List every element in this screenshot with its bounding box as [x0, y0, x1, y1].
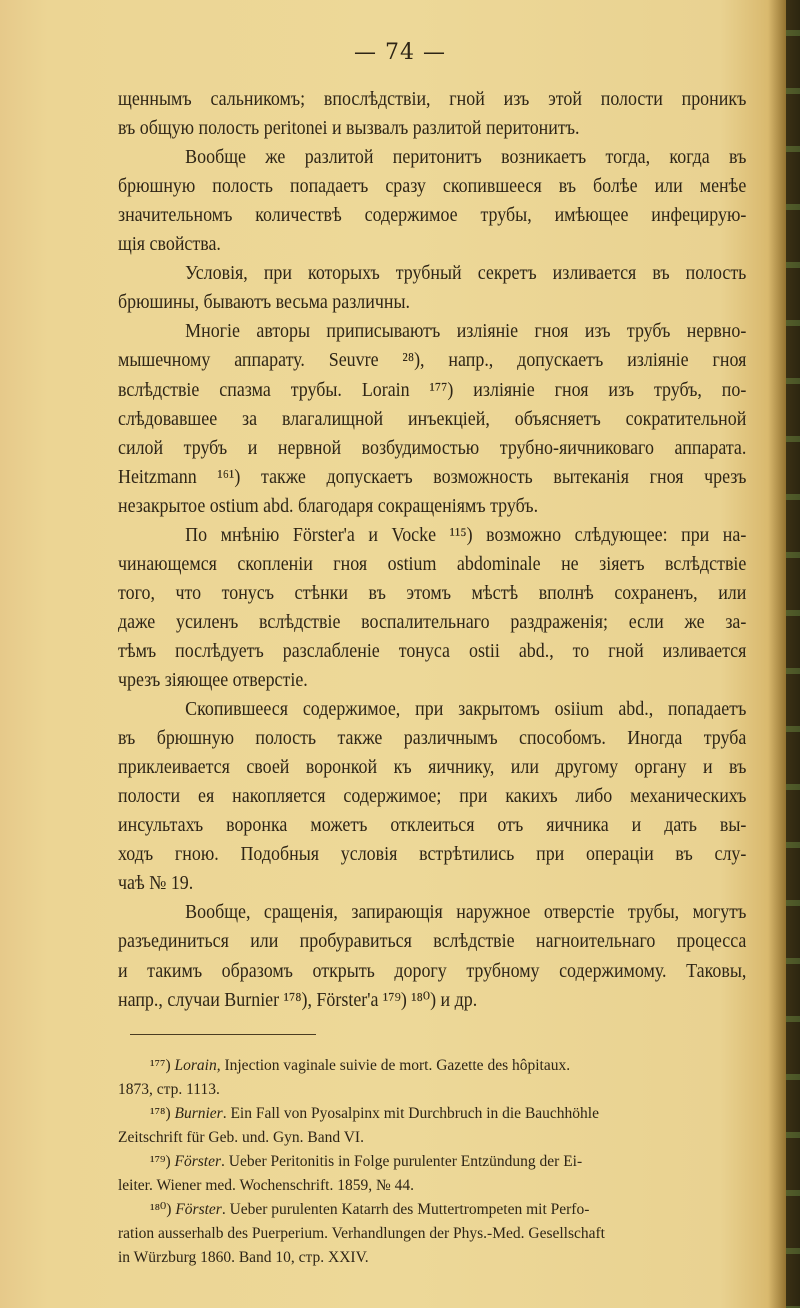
text-line: щія свойства. — [118, 234, 221, 256]
text-line: По мнѣнію Förster'a и Vocke ¹¹⁵) возможно слѣдующее: при на- — [185, 524, 747, 546]
text-line: брюшную полость попадаетъ сразу скопившееся въ болѣе или менѣе — [118, 176, 747, 198]
text-line: чрезъ зіяющее отверстіе. — [118, 670, 308, 691]
footnote-author: Förster — [174, 1153, 221, 1170]
footnote-text: . Ueber Peritonitis in Folge purulenter Entzündung der Ei- — [221, 1153, 583, 1170]
text-line: Скопившееся содержимое, при закрытомъ osiium abd., попадаетъ — [185, 699, 747, 721]
footnote-mark: ¹⁷⁷) — [150, 1057, 171, 1074]
text-line: разъединиться или пробуравиться вслѣдствіе нагноительнаго процесса — [118, 931, 747, 953]
footnote-mark: ¹⁸⁰) — [150, 1201, 172, 1218]
footnote-divider — [130, 1034, 316, 1035]
text-line: инсультахъ воронка можетъ отклеиться отъ яичника и дать вы- — [118, 815, 747, 837]
text-line: ходъ гною. Подобныя условія встрѣтились при операціи въ слу- — [118, 844, 747, 866]
footnote-mark: ¹⁷⁹) — [150, 1153, 171, 1170]
text-line: незакрытое ostium abd. благодаря сокращеніямъ трубъ. — [118, 495, 539, 517]
text-line: вслѣдствіе спазма трубы. Lorain ¹⁷⁷) изліяніе гноя изъ трубъ, по- — [118, 379, 747, 401]
text-line: и такимъ образомъ открыть дорогу трубному содержимому. Таковы, — [118, 960, 747, 982]
text-line: даже усиленъ вслѣдствіе воспалительнаго раздраженія; если же за- — [118, 611, 747, 633]
text-line: значительномъ количествѣ содержимое трубы, имѣющее инфецирую- — [118, 205, 747, 227]
footnote — [150, 1104, 599, 1124]
text-line: слѣдовавшее за влагалищной инъекціей, объясняетъ сократительной — [118, 408, 747, 430]
footnote-continuation: leiter. Wiener med. Wochenschrift. 1859, № 44. — [118, 1177, 415, 1194]
footnote-mark: ¹⁷⁸) — [150, 1105, 171, 1122]
text-line: въ общую полость peritonei и вызвалъ разлитой перитонитъ. — [118, 118, 580, 140]
book-binding-edge — [786, 0, 800, 1308]
text-line: Многіе авторы приписываютъ изліяніе гноя изъ трубъ нервно- — [185, 321, 747, 343]
text-line: въ брюшную полость также различнымъ способомъ. Иногда труба — [118, 728, 747, 750]
footnote-continuation: 1873, стр. 1113. — [118, 1081, 220, 1098]
text-line: силой трубъ и нервной возбудимостью трубно-яичниковаго аппарата. — [118, 437, 747, 459]
footnote-author: Burnier — [174, 1105, 223, 1122]
text-line: чаѣ № 19. — [118, 873, 194, 895]
footnote-author: Lorain — [174, 1057, 217, 1074]
text-line: брюшины, бываютъ весьма различны. — [118, 292, 411, 314]
footnote — [150, 1200, 589, 1220]
page-number: — 74 — — [354, 40, 446, 65]
text-line: Условія, при которыхъ трубный секретъ изливается въ полость — [185, 263, 747, 285]
footnote-continuation: Zeitschrift für Geb. und. Gyn. Band VI. — [118, 1129, 364, 1146]
footnote-text: . Ueber purulenten Katarrh des Muttertrompeten mit Perfo- — [221, 1201, 590, 1218]
footnote-text: , Injection vaginale suivie de mort. Gazette des hôpitaux. — [216, 1057, 571, 1074]
footnote-text: . Ein Fall von Pyosalpinx mit Durchbruch in die Bauchhöhle — [222, 1105, 599, 1122]
text-line: щеннымъ сальникомъ; впослѣдствіи, гной изъ этой полости проникъ — [118, 89, 747, 110]
text-line: мышечному аппарату. Seuvre ²⁸), напр., допускаетъ изліяніе гноя — [118, 350, 747, 372]
text-line: напр., случаи Burnier ¹⁷⁸), Förster'a ¹⁷⁹) ¹⁸⁰) и др. — [118, 989, 478, 1011]
text-line: полости ея накопляется содержимое; при какихъ либо механическихъ — [118, 786, 747, 808]
text-line: того, что тонусъ стѣнки въ этомъ мѣстѣ вполнѣ сохраненъ, или — [118, 582, 747, 604]
text-line: Heitzmann ¹⁶¹) также допускаетъ возможность вытеканія гноя чрезъ — [118, 466, 747, 488]
text-line: чинающемся скопленіи гноя ostium abdominale не зіяетъ вслѣдствіе — [118, 553, 747, 575]
footnote-author: Förster — [175, 1201, 222, 1218]
text-line: Вообще, сращенія, запирающія наружное отверстіе трубы, могутъ — [185, 902, 747, 924]
footnote-continuation: ration ausserhalb des Puerperium. Verhandlungen der Phys.-Med. Gesellschaft — [118, 1225, 605, 1242]
footnote — [150, 1152, 582, 1172]
text-line: тѣмъ послѣдуетъ разслабленіе тонуса ostii abd., то гной изливается — [118, 640, 747, 662]
footnote — [150, 1056, 570, 1076]
text-line: приклеивается своей воронкой къ яичнику, или другому органу и въ — [118, 757, 747, 779]
footnote-continuation: in Würzburg 1860. Band 10, стр. XXIV. — [118, 1249, 369, 1266]
text-line: Вообще же разлитой перитонитъ возникаетъ тогда, когда въ — [185, 147, 747, 169]
